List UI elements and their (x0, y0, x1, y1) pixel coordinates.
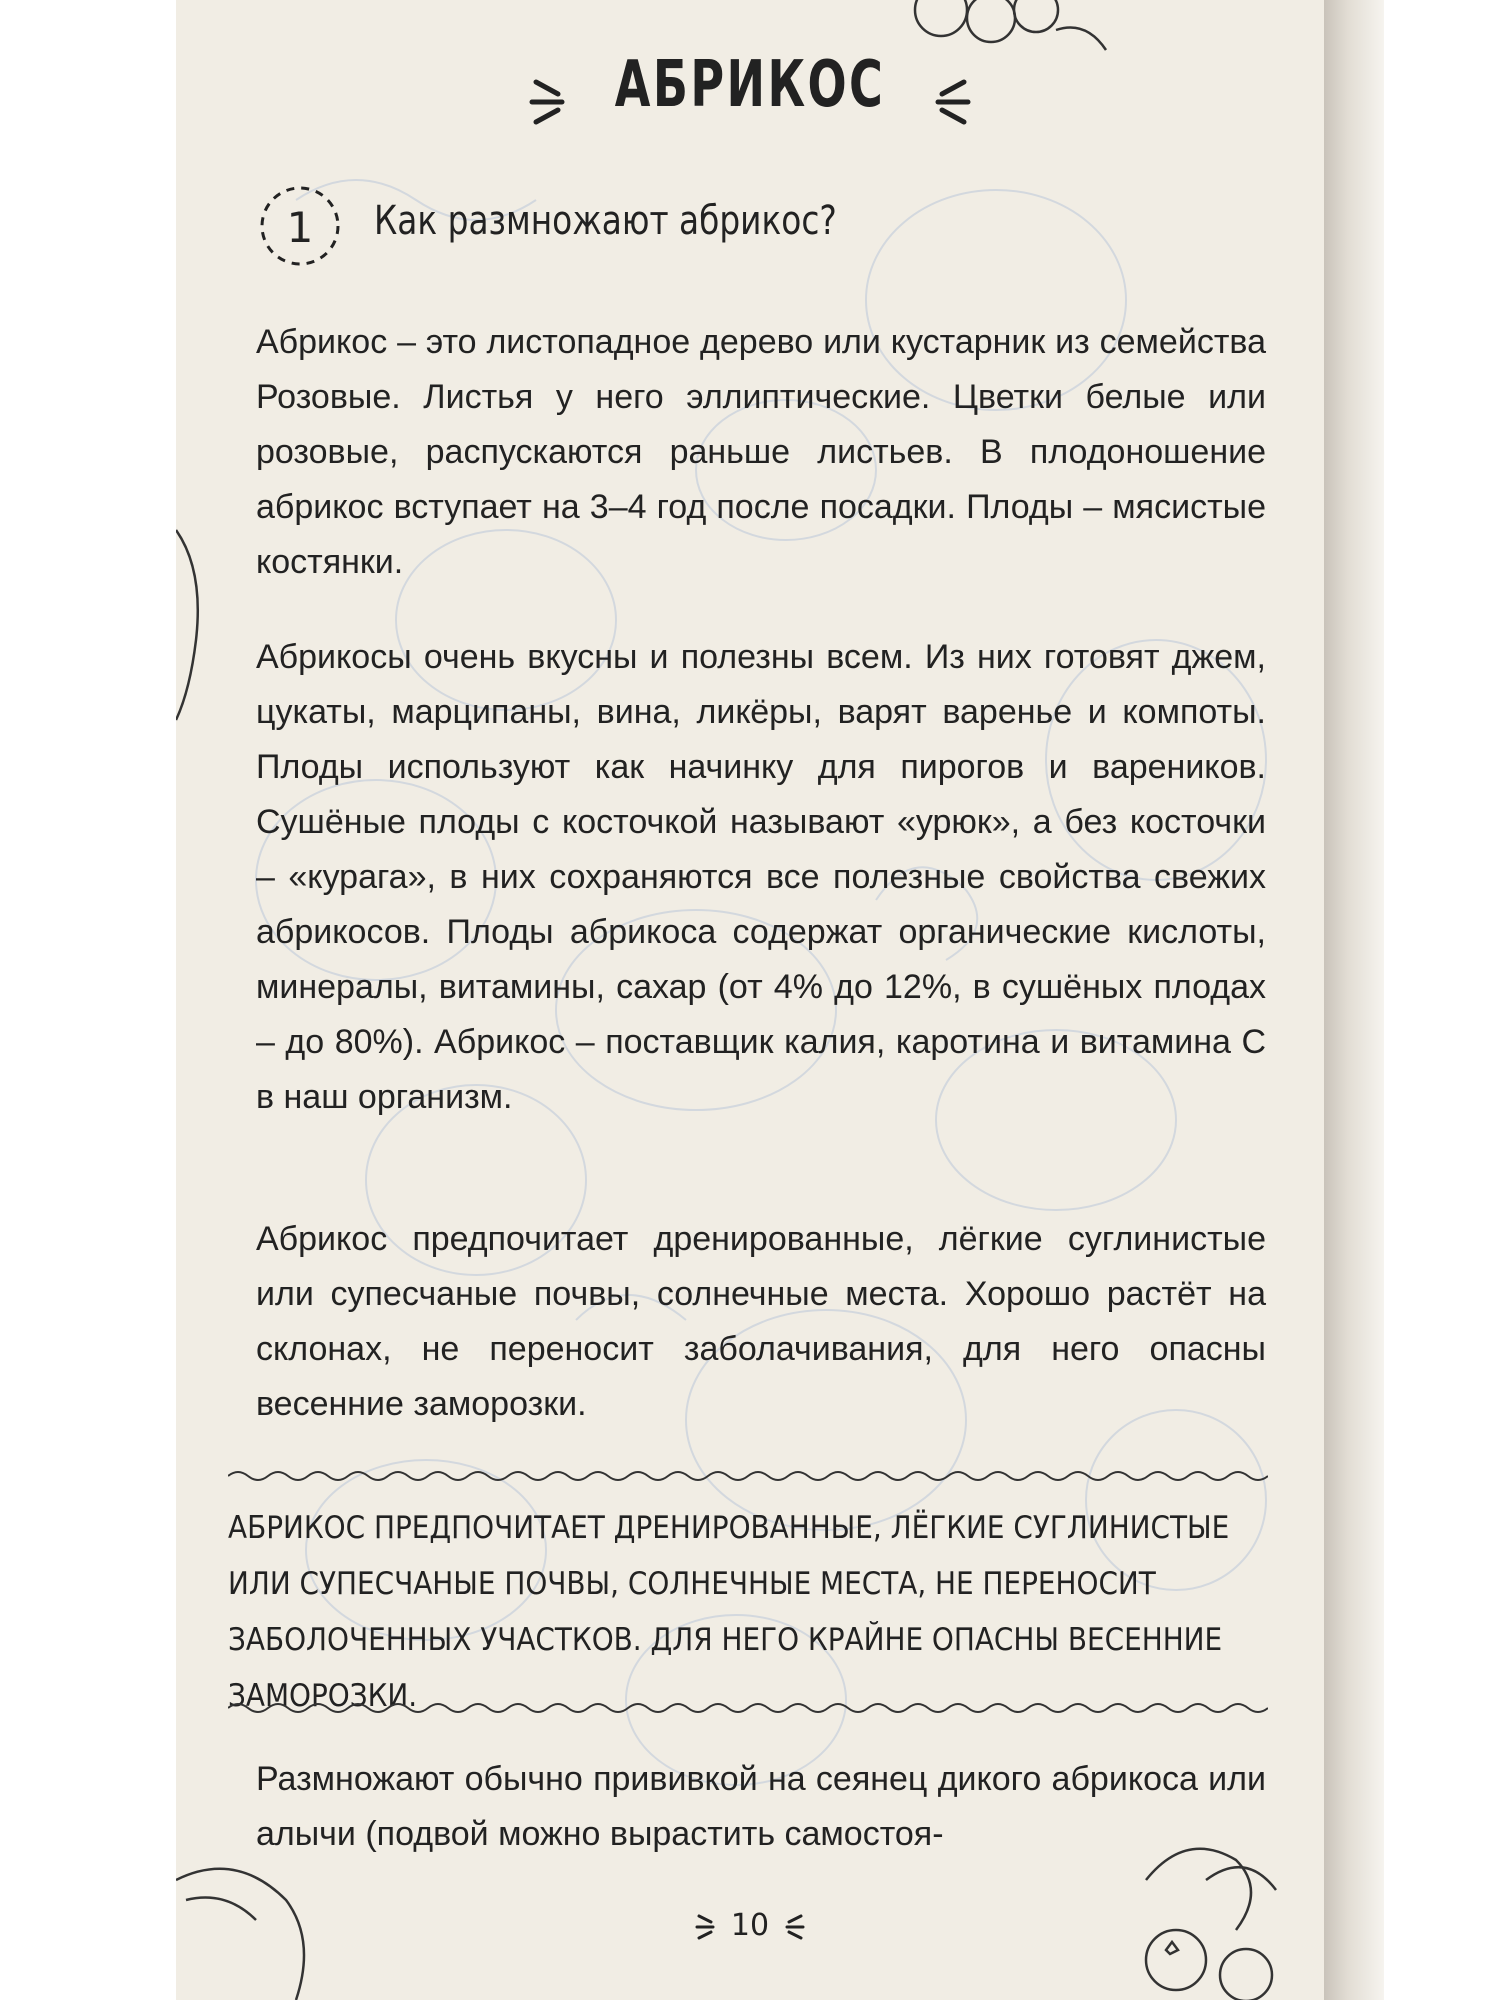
paragraph-soil: Абрикос предпочитает дренированные, лёгкие суглинистые или супесчаные почвы, солнечные места. Хорошо растёт на склонах, не переносит заболачивания, для него опасны весенние заморозки. (256, 1220, 1266, 1423)
question-text: Как размножают абрикос? (374, 198, 837, 244)
page-number: 10 (730, 1908, 770, 1943)
page-title-block (176, 48, 1324, 132)
paragraph-uses: Абрикосы очень вкусны и полезны всем. Из них готовят джем, цукаты, марципаны, вина, ликёры, варят варенье и компоты. Плоды используют как начинку для пирогов и вареников. Сушёные плоды с косточкой называют «урюк», а без косточки – «курага», в них сохраняются все полезные свойства свежих абрикосов. Плоды абрикоса содержат органические кислоты, минералы, витамины, сахар (от 4% до 12%, в сушёных плодах – до 80%). Абрикос – поставщик калия, каротина и витамина С в наш организм. (256, 638, 1266, 1116)
page-title: АБРИКОС (614, 48, 886, 122)
wavy-divider-icon (228, 1698, 1268, 1718)
page-footer (176, 1908, 1324, 1944)
wavy-divider-icon (228, 1466, 1268, 1486)
paragraph-propagation: Размножают обычно прививкой на сеянец дикого абрикоса или алычи (подвой можно вырастить самостоя- (256, 1760, 1266, 1853)
question-number-badge (256, 182, 356, 272)
sunburst-dash-icon (528, 72, 576, 132)
sunburst-dash-icon (779, 1910, 805, 1944)
berry-sketch-icon (915, 0, 1106, 50)
question-number: 1 (286, 203, 314, 252)
sunburst-dash-icon (695, 1910, 721, 1944)
highlight-box-text: АБРИКОС ПРЕДПОЧИТАЕТ ДРЕНИРОВАННЫЕ, ЛЁГКИЕ СУГЛИНИСТЫЕ ИЛИ СУПЕСЧАНЫЕ ПОЧВЫ, СОЛНЕЧНЫЕ МЕСТА, НЕ ПЕРЕНОСИТ ЗАБОЛОЧЕННЫХ УЧАСТКОВ. ДЛЯ НЕГО КРАЙНЕ ОПАСНЫ ВЕСЕННИЕ ЗАМОРОЗКИ. (228, 1510, 1230, 1714)
book-page (176, 0, 1324, 2000)
page-edge-shadow (1324, 0, 1384, 2000)
paragraph-intro: Абрикос – это листопадное дерево или кустарник из семейства Розовые. Листья у него эллиптические. Цветки белые или розовые, распускаются раньше листьев. В плодоношение абрикос вступает на 3–4 год после посадки. Плоды – мясистые костянки. (256, 323, 1266, 581)
sunburst-dash-icon (924, 72, 972, 132)
